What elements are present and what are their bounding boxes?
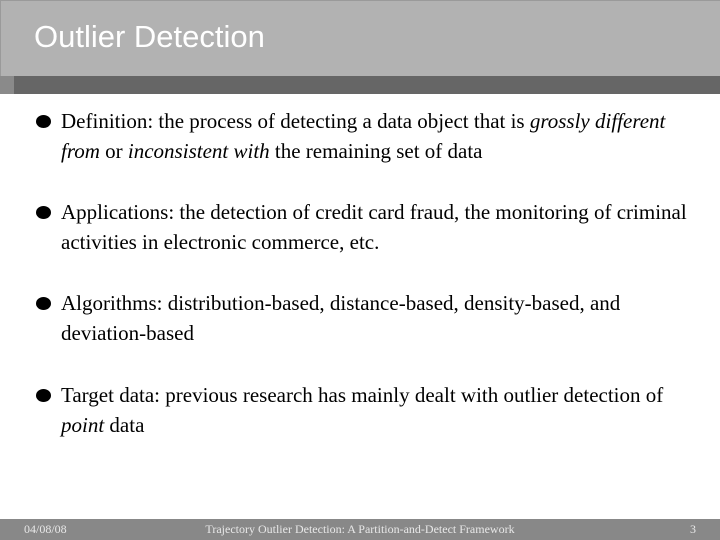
emphasized-text: inconsistent with (127, 139, 270, 163)
text-segment: Algorithms: distribution-based, distance-based, density-based, and deviation-based (61, 291, 621, 345)
slide-title: Outlier Detection (34, 19, 265, 54)
bullet-dot-icon (36, 206, 51, 219)
text-segment: Target data: previous research has mainly dealt with outlier detection of (61, 383, 664, 407)
bullet-target-data (36, 380, 696, 440)
text-segment: the remaining set of data (269, 139, 483, 163)
bullet-text (61, 197, 696, 257)
text-segment: Applications: the detection of credit card fraud, the monitoring of criminal activities in electronic commerce, etc. (61, 200, 687, 254)
bullet-definition (36, 106, 696, 166)
footer-date: 04/08/08 (24, 522, 67, 536)
bullet-applications (36, 197, 696, 257)
text-segment: data (104, 413, 145, 437)
emphasized-text: grossly different from (61, 109, 666, 163)
text-segment: Definition: the process of detecting a data object that is (61, 109, 530, 133)
bullet-algorithms (36, 288, 696, 348)
footer-title: Trajectory Outlier Detection: A Partition-and-Detect Framework (205, 522, 515, 536)
bullet-text (61, 380, 696, 440)
bullet-dot-icon (36, 115, 51, 128)
bullet-dot-icon (36, 389, 51, 402)
text-segment: or (99, 139, 128, 163)
emphasized-text: point (61, 413, 105, 437)
bullet-text (61, 288, 696, 348)
page-number: 3 (690, 522, 696, 536)
bullet-text (61, 106, 696, 166)
bullet-dot-icon (36, 297, 51, 310)
